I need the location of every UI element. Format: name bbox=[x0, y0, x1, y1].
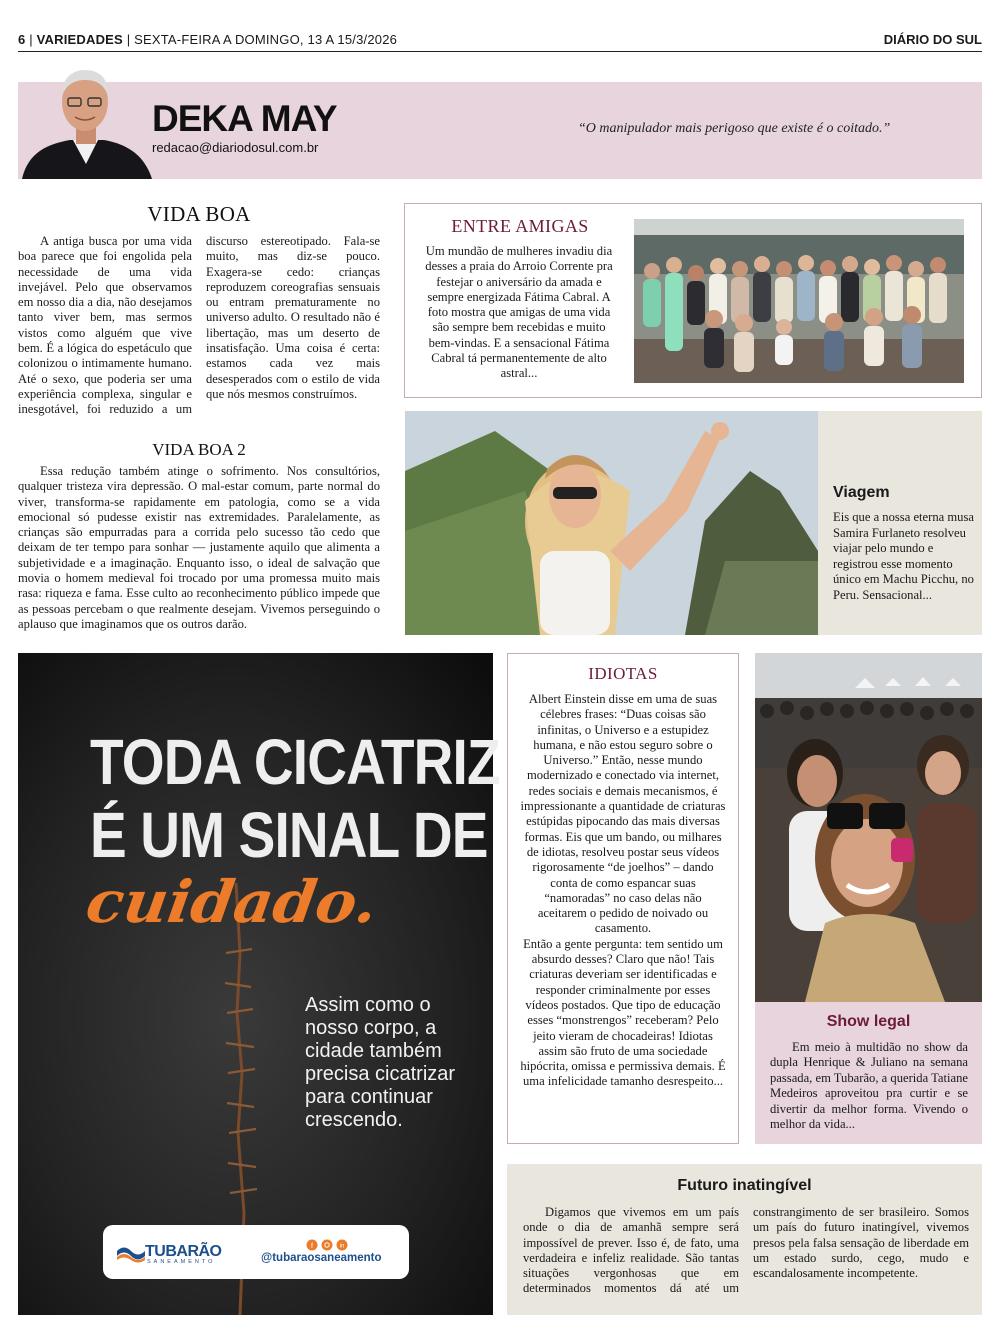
ad-headline-script: cuidado. bbox=[81, 868, 382, 936]
futuro-inatingivel-body: Digamos que vivemos em um país onde o dia de amanhã sempre será impossível de prever. Isso é, de fato, uma verdadeira e infeliz realidade. São tantas situações vergonhosas que em determinados momentos dá até um constrangimento de ser brasileiro. Somos um país do futuro inatingível, vivemos presos pela falsa sensação de liberdade em um estado surdo, cego, mudo e escandalosamente incompetente. bbox=[523, 1205, 969, 1296]
columnist-portrait bbox=[18, 66, 154, 179]
vida-boa-2-title: VIDA BOA 2 bbox=[152, 440, 246, 459]
group-photo bbox=[634, 219, 964, 383]
vida-boa-body: A antiga busca por uma vida boa parece que foi engolida pela necessidade de uma vida invejável. Pelo que observamos em nosso dia a dia, não desejamos tanto viver bem, mas sermos vistos como alguém que vive bem. É a lógica do espetáculo que colonizou o intimamente humano. Até o sexo, que poderia ser uma experiência complexa, singular e inesgotável, foi reduzido a um discurso estereotipado. Fala-se muito, mas diz-se pouco. Exagera-se cedo: crianças reproduzem coreografias sensuais ou entram prematuramente no universo adulto. O resultado não é libertação, mas um deserto de insatisfação. Uma coisa é certa: estamos cada vez mais desesperados com o estilo de vida que nós mesmos construímos. bbox=[18, 234, 380, 417]
concert-selfie-photo bbox=[755, 653, 982, 1002]
newspaper-name: DIÁRIO DO SUL bbox=[883, 32, 982, 47]
columnist-quote: “O manipulador mais perigoso que existe é o coitado.” bbox=[578, 121, 891, 136]
svg-text:in: in bbox=[339, 1243, 345, 1250]
idiotas-title: IDIOTAS bbox=[588, 664, 658, 683]
edition-date: SEXTA-FEIRA A DOMINGO, 13 A 15/3/2026 bbox=[134, 32, 398, 47]
machu-picchu-photo bbox=[405, 411, 818, 635]
viagem-title: Viagem bbox=[833, 484, 890, 501]
vida-boa-title: VIDA BOA bbox=[147, 202, 251, 226]
entre-amigas-body: Um mundão de mulheres invadiu dia desses a praia do Arroio Corrente pra festejar o aniversário da amada e sempre energizada Fátima Cabral. A foto mostra que amigas de uma vida são sempre bem recebidas e muito bem-vindas. E a sensacional Fátima Cabral tá permanentemente de alto astral... bbox=[425, 244, 613, 381]
svg-text:f: f bbox=[311, 1243, 313, 1250]
columnist-email[interactable]: redacao@diariodosul.com.br bbox=[152, 140, 319, 155]
ad-headline-line-1: TODA CICATRIZ bbox=[90, 726, 500, 798]
wave-logo-icon bbox=[116, 1243, 146, 1263]
columnist-name: DEKA MAY bbox=[152, 98, 337, 139]
idiotas-body: Albert Einstein disse em uma de suas célebres frases: “Duas coisas são infinitas, o Universo e a estupidez humana, e não estou seguro sobre o Universo.” Então, nesse mundo modernizado e conectado via internet, redes sociais e demais mecanismos, é impressionante a quantidade de criaturas estúpidas pipocando das mais diversas formas. Eis que um bando, ou milhares de idiotas, resolveu postar seus vídeos rigorosamente “de joelhos” – dando conta de como espancar suas “namoradas” no caso delas não aceitarem o pedido de noivado ou casamento. Então a gente pergunta: tem sentido um absurdo desses? Claro que não! Tais criaturas deveriam ser identificadas e responder criminalmente por esses vídeos postados. Que tipo de educação esses “monstrengos” receberam? Pelo jeito vieram de chocadeiras! Idiotas assim são fruto de uma sociedade hipócrita, omissa e permissiva demais. É uma infelicidade tamanho desrespeito... bbox=[520, 692, 726, 1089]
ad-headline-line-2: É UM SINAL DE bbox=[90, 799, 488, 871]
header-left: 6 | VARIEDADES | SEXTA-FEIRA A DOMINGO, 13 A 15/3/2026 bbox=[18, 32, 398, 47]
instagram-icon bbox=[322, 1240, 333, 1251]
entre-amigas-title: ENTRE AMIGAS bbox=[451, 216, 589, 236]
page-number: 6 bbox=[18, 32, 26, 47]
ad-social-handle[interactable]: @tubaraosaneamento bbox=[261, 1252, 382, 1264]
show-legal-title: Show legal bbox=[826, 1013, 911, 1030]
vida-boa-2-body: Essa redução também atinge o sofrimento. Nos consultórios, qualquer tristeza vira depressão. O mal-estar comum, parte normal do viver, transforma-se rapidamente em patologia, como se a vida emocional só pudesse existir nas extremidades. Paralelamente, as crianças são empurradas para a corrida pelo sucesso tão cedo que deixam de ter tempo para sonhar — justamente aquilo que alimenta a subjetividade e a imaginação. Enquanto isso, o ideal de salvação que movia o homem medieval foi trocado por uma promessa muito mais rasa: riqueza e fama. Esse culto ao reconhecimento público impede que as pessoas percebam o que realmente desejam. Vivemos perseguindo o aplauso que imaginamos que os outros darão. bbox=[18, 464, 380, 631]
page-header bbox=[18, 30, 982, 52]
ad-brand-name: TUBARÃO bbox=[145, 1243, 222, 1260]
ad-subtext: Assim como o nosso corpo, a cidade também precisa cicatrizar para continuar crescendo. bbox=[305, 994, 456, 1131]
futuro-inatingivel-title: Futuro inatingível bbox=[677, 1177, 812, 1194]
viagem-body: Eis que a nossa eterna musa Samira Furlaneto resolveu viajar pelo mundo e registrou esse momento único em Machu Picchu, no Peru. Sensacional... bbox=[833, 510, 974, 602]
ad-brand-sub: SANEAMENTO bbox=[147, 1259, 216, 1265]
show-legal-body: Em meio à multidão no show da dupla Henrique & Juliano na semana passada, em Tubarão, a querida Tatiane Medeiros aproveitou pra curtir e se divertir da melhor forma. Vivendo o melhor da vida... bbox=[770, 1040, 968, 1132]
section-name: VARIEDADES bbox=[36, 32, 123, 47]
social-icons bbox=[306, 1239, 350, 1251]
